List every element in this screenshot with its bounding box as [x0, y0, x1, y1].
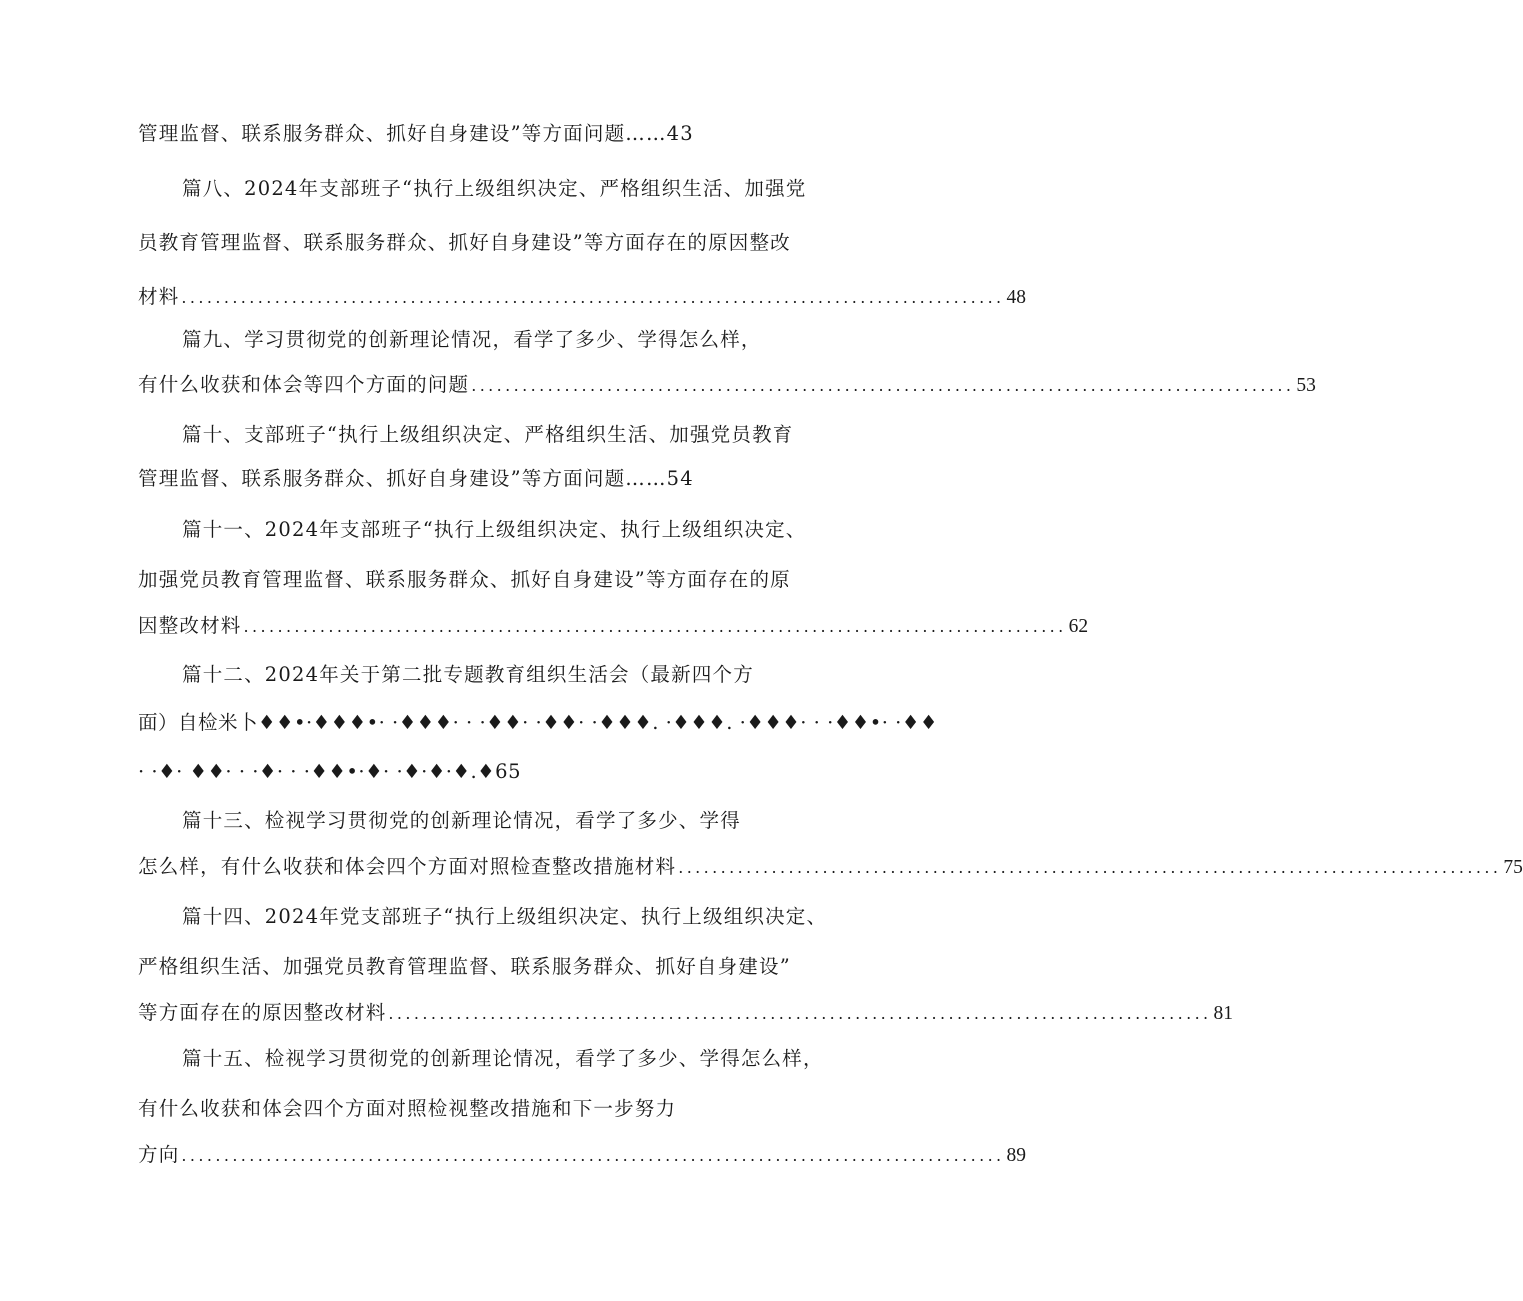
toc-line: 面）自检米卜♦♦•·♦♦♦•· ·♦♦♦· · ·♦♦· ·♦♦· ·♦♦♦. ·♦♦♦. ·♦♦♦· · ·♦♦•· ·♦♦: [138, 711, 938, 734]
toc-line: 有什么收获和体会等四个方面的问题: [138, 373, 470, 396]
leader-dots: .................................................................................................: [181, 288, 1005, 307]
toc-row: [138, 613, 1089, 639]
toc-entry-title: 篇十一、2024年支部班子“执行上级组织决定、执行上级组织决定、: [182, 518, 807, 541]
toc-line: 严格组织生活、加强党员教育管理监督、联系服务群众、抓好自身建设”: [138, 955, 791, 978]
leader-dots: .................................................................................................: [243, 617, 1067, 636]
page-number: 48: [1006, 287, 1027, 308]
toc-entry-title: 篇九、学习贯彻党的创新理论情况，看学了多少、学得怎么样，: [182, 328, 762, 351]
toc-line: 等方面存在的原因整改材料: [138, 1001, 387, 1024]
toc-row: [138, 372, 1316, 398]
page-number: 89: [1006, 1145, 1027, 1166]
toc-line: 怎么样，有什么收获和体会四个方面对照检查整改措施材料: [138, 855, 677, 878]
page-number: 81: [1213, 1003, 1234, 1024]
leader-dots: .................................................................................................: [388, 1004, 1212, 1023]
toc-entry-title: 篇十、支部班子“执行上级组织决定、严格组织生活、加强党员教育: [182, 423, 794, 446]
toc-entry-title: 篇十三、检视学习贯彻党的创新理论情况，看学了多少、学得: [182, 809, 741, 832]
toc-line: 管理监督、联系服务群众、抓好自身建设”等方面问题……54: [138, 467, 694, 490]
toc-entry-title: 篇十二、2024年关于第二批专题教育组织生活会（最新四个方: [182, 663, 754, 686]
page-number: 75: [1503, 857, 1523, 878]
toc-row: [138, 1000, 1234, 1026]
leader-dots: .................................................................................................: [678, 858, 1502, 877]
toc-row: [138, 284, 1027, 310]
toc-entry-title: 篇八、2024年支部班子“执行上级组织决定、严格组织生活、加强党: [182, 177, 807, 200]
toc-line: · ·♦· ♦♦· · ·♦· · ·♦♦•·♦· ·♦·♦·♦.♦65: [138, 760, 521, 783]
toc-entry-title: 篇十四、2024年党支部班子“执行上级组织决定、执行上级组织决定、: [182, 905, 828, 928]
toc-line: 员教育管理监督、联系服务群众、抓好自身建设”等方面存在的原因整改: [138, 231, 791, 254]
leader-dots: .................................................................................................: [471, 376, 1295, 395]
toc-row: [138, 854, 1523, 880]
toc-line: 管理监督、联系服务群众、抓好自身建设”等方面问题……43: [138, 122, 694, 145]
leader-dots: .................................................................................................: [181, 1146, 1005, 1165]
toc-entry-title: 篇十五、检视学习贯彻党的创新理论情况，看学了多少、学得怎么样，: [182, 1047, 824, 1070]
page-number: 53: [1296, 375, 1316, 396]
toc-line: 因整改材料: [138, 614, 242, 637]
toc-line: 材料: [138, 285, 180, 308]
toc-line: 加强党员教育管理监督、联系服务群众、抓好自身建设”等方面存在的原: [138, 568, 791, 591]
toc-row: [138, 1142, 1027, 1168]
toc-line: 方向: [138, 1143, 180, 1166]
toc-line: 有什么收获和体会四个方面对照检视整改措施和下一步努力: [138, 1097, 677, 1120]
page-number: 62: [1068, 616, 1089, 637]
